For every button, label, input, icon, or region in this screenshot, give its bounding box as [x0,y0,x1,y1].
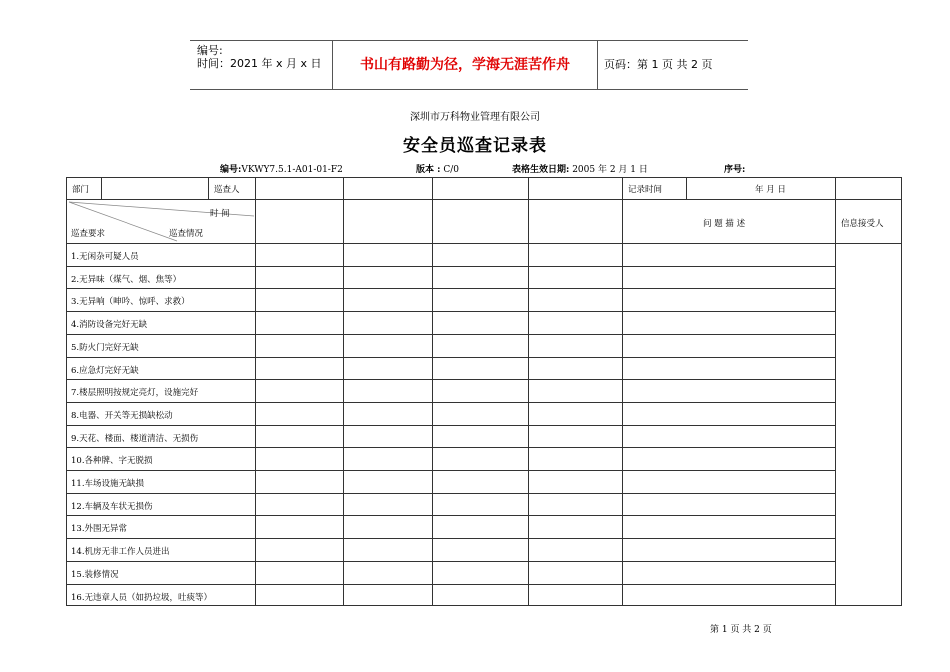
inspection-item-label: 2.无异味（煤气、烟、焦等） [71,274,182,285]
inspection-item-label: 1.无闲杂可疑人员 [71,252,139,262]
grid-line-horizontal [67,379,836,380]
meta-version [416,162,459,175]
grid-line-horizontal [67,402,836,403]
record-time-label: 记录时间 [628,185,663,195]
meta-code [220,162,343,175]
meta-version-label: 版本 : [416,165,441,175]
page-footer: 第 1 页 共 2 页 [710,625,772,635]
status-header-label: 巡查情况 [169,229,204,239]
inspection-item-label: 11.车场设施无缺损 [71,479,145,489]
inspection-item-label: 16.无违章人员（如扔垃圾，吐痰等） [71,592,213,603]
grid-line-horizontal [67,357,836,358]
grid-line-vertical [432,178,433,605]
inspection-item-label: 8.电器、开关等无损缺松动 [71,410,173,421]
grid-line-horizontal [67,515,836,516]
grid-line-vertical [835,178,836,199]
grid-line-horizontal [67,243,901,244]
grid-line-horizontal [67,584,836,585]
problem-header-label: 问 题 描 述 [703,219,746,229]
grid-line-horizontal [67,199,901,200]
dept-label: 部门 [72,185,90,195]
grid-line-vertical [101,178,102,199]
grid-line-vertical [622,178,623,605]
grid-line-horizontal [67,561,836,562]
meta-code-label: 编号: [220,165,242,175]
grid-line-horizontal [67,311,836,312]
header-number-label: 编号: [197,44,223,57]
requirement-header-label: 巡查要求 [71,229,106,239]
grid-line-horizontal [67,334,836,335]
inspection-item-label: 3.无异响（呻吟、惊呼、求救） [71,297,190,308]
grid-line-vertical [835,199,836,605]
grid-line-vertical [255,178,256,605]
meta-version-value: C/0 [443,165,459,175]
inspection-item-label: 13.外围无异常 [71,524,128,535]
grid-line-horizontal [67,425,836,426]
grid-line-horizontal [67,447,836,448]
grid-line-vertical [343,178,344,605]
inspection-item-label: 5.防火门完好无缺 [71,342,139,353]
grid-line-horizontal [67,493,836,494]
meta-effective-label: 表格生效日期: [512,165,570,175]
grid-line-horizontal [67,470,836,471]
grid-line-vertical [208,178,209,199]
meta-code-value: VKWY7.5.1-A01-01-F2 [241,165,343,175]
meta-effective-value: 2005 年 2 月 1 日 [572,165,648,175]
meta-serial-label: 序号: [724,165,746,175]
grid-line-vertical [528,178,529,605]
inspection-item-label: 7.楼层照明按规定亮灯，设施完好 [71,388,199,399]
inspection-item-label: 15.装修情况 [71,569,119,580]
meta-serial [724,162,745,175]
document-header [190,40,748,90]
grid-line-horizontal [67,266,836,267]
form-title: 安全员巡查记录表 [403,136,547,156]
header-page-label: 页码：第 1 页 共 2 页 [604,58,713,71]
grid-line-vertical [686,178,687,199]
grid-line-horizontal [67,288,836,289]
inspection-item-label: 9.天花、楼面、楼道清洁、无损伤 [71,433,199,444]
inspection-item-label: 14.机房无非工作人员进出 [71,547,170,558]
inspection-table [66,177,902,606]
time-header-label: 时 间 [210,209,230,219]
inspector-label: 巡查人 [214,185,240,195]
receiver-header-label: 信息接受人 [841,219,884,229]
header-info-cell [190,41,332,89]
inspection-item-label: 12.车辆及车状无损伤 [71,501,153,512]
header-slogan: 书山有路勤为径，学海无涯苦作舟 [332,41,598,89]
inspection-item-label: 6.应急灯完好无缺 [71,365,139,376]
header-time-label: 时间：2021 年 x 月 x 日 [197,57,322,70]
record-date-placeholder: 年 月 日 [755,185,786,195]
meta-effective [512,162,648,175]
grid-line-horizontal [67,538,836,539]
company-name: 深圳市万科物业管理有限公司 [410,112,540,123]
inspection-item-label: 4.消防设备完好无缺 [71,320,148,331]
inspection-item-label: 10.各种牌、字无脱损 [71,456,153,467]
